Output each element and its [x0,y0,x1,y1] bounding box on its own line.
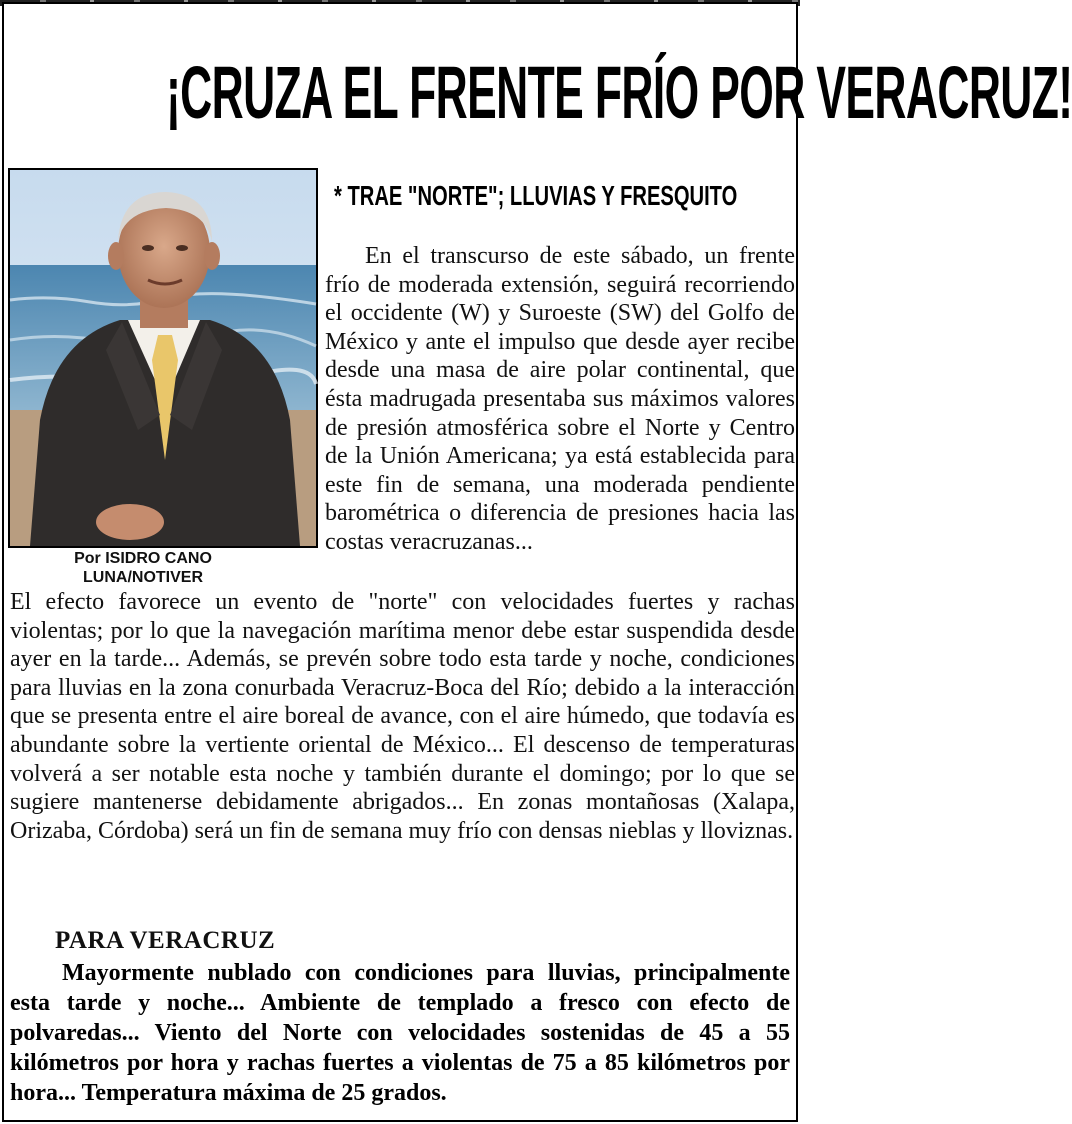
section-title: PARA VERACRUZ [55,927,276,954]
article-paragraph-1: En el transcurso de este sábado, un frente frío de moderada extensión, seguirá recorriendo el occidente (W) y Suroeste (SW) del Golfo de México y ante el impulso que desde ayer recibe desde una masa de aire polar continental, que ésta madrugada presentaba sus máximos valores de presión atmosférica sobre el Norte y Centro de la Unión Americana; ya está establecida para este fin de semana, una moderada pendiente barométrica o diferencia de presiones hacia las costas veracruzanas... [325,243,795,555]
author-portrait-image [10,170,316,546]
article-paragraph-2: El efecto favorece un evento de "norte" con velocidades fuertes y rachas violentas; por lo que la navegación marítima menor debe estar suspendida desde ayer en la tarde... Además, se prevén sobre todo esta tarde y noche, condiciones para lluvias en la zona conurbada Veracruz-Boca del Río; debido a la interacción que se presenta entre el aire boreal de avance, con el aire húmedo, que todavía es abundante sobre la vertiente oriental de México... El descenso de temperaturas volverá a ser notable esta noche y también durante el domingo; por lo que se sugiere mantenerse debidamente abrigados... En zonas montañosas (Xalapa, Orizaba, Córdoba) será un fin de semana muy frío con densas nieblas y lloviznas. [10,589,795,844]
article-top-column [325,242,795,602]
headline: ¡CRUZA EL FRENTE FRÍO POR VERACRUZ! [165,51,1072,134]
byline-author: Por ISIDRO CANO [74,550,212,567]
article-continuation [10,588,795,845]
subheadline: * TRAE "NORTE"; LLUVIAS Y FRESQUITO [334,180,738,211]
byline-agency: LUNA/NOTIVER [83,569,203,586]
byline [8,549,278,587]
forecast-text: Mayormente nublado con condiciones para lluvias, principalmente esta tarde y noche... Ambiente de templado a fresco con efecto de polvaredas... Viento del Norte con velocidades sostenidas de 45 a 55 kilómetros por hora y rachas fuertes a violentas de 75 a 85 kilómetros por hora... Temperatura máxima de 25 grados. [10,960,790,1106]
author-photo [8,168,318,548]
forecast-box [10,958,790,1108]
